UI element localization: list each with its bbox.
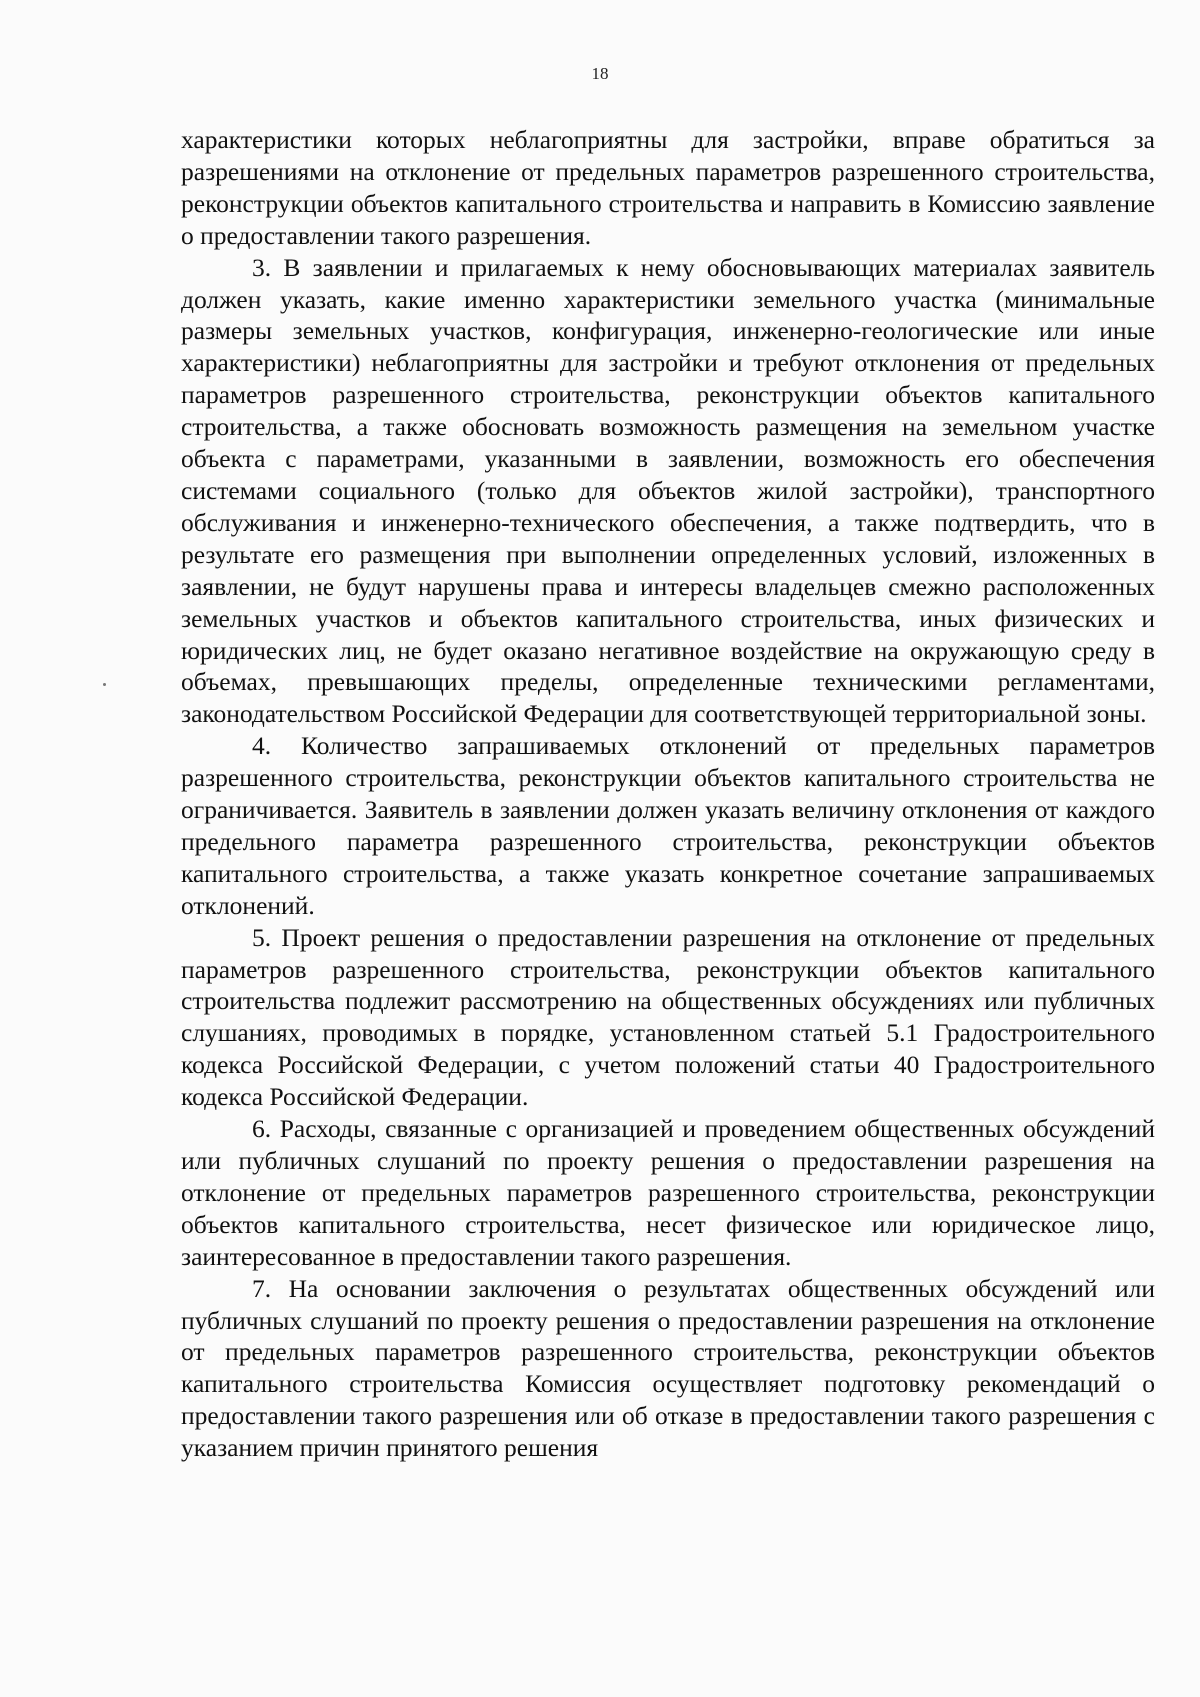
paragraph-item-7: 7. На основании заключения о результатах общественных обсуждений или публичных слушаний по проекту решения о предоставлении разрешения на отклонение от предельных параметров разрешенного строительства, реконструкции объектов капитального строительства Комиссия осуществляет подготовку рекомендаций о предоставлении такого разрешения или об отказе в предоставлении такого разрешения с указанием причин принятого решения [181, 1273, 1155, 1463]
paragraph-continuation: характеристики которых неблагоприятны для застройки, вправе обратиться за разрешениями на отклонение от предельных параметров разрешенного строительства, реконструкции объектов капитального строительства и направить в Комиссию заявление о предоставлении такого разрешения. [181, 125, 1155, 250]
paragraph-item-4: 4. Количество запрашиваемых отклонений от предельных параметров разрешенного строительства, реконструкции объектов капитального строительства не ограничивается. Заявитель в заявлении должен указать величину отклонения от каждого предельного параметра разрешенного строительства, реконструкции объектов капитального строительства, а также указать конкретное сочетание запрашиваемых отклонений. [181, 731, 1155, 920]
page-number: 18 [591, 64, 609, 83]
paragraph-item-6: 6. Расходы, связанные с организацией и проведением общественных обсуждений или публичных слушаний по проекту решения о предоставлении разрешения на отклонение от предельных параметров разрешенного строительства, реконструкции объектов капитального строительства, несет физическое или юридическое лицо, заинтересованное в предоставлении такого разрешения. [181, 1114, 1155, 1271]
paragraph-item-5: 5. Проект решения о предоставлении разрешения на отклонение от предельных параметров разрешенного строительства, реконструкции объектов капитального строительства подлежит рассмотрению на общественных обсуждениях или публичных слушаниях, проводимых в порядке, установленном статьей 5.1 Градостроительного кодекса Российской Федерации, с учетом положений статьи 40 Градостроительного кодекса Российской Федерации. [181, 922, 1155, 1112]
scan-speck [103, 683, 106, 686]
paragraph-item-3: 3. В заявлении и прилагаемых к нему обосновывающих материалах заявитель должен указать, какие именно характеристики земельного участка (минимальные размеры земельных участков, конфигурация, инженерно-геологические или иные характеристики) неблагоприятны для застройки и требуют отклонения от предельных параметров разрешенного строительства, реконструкции объектов капитального строительства, а также обосновать возможность размещения на земельном участке объекта с параметрами, указанными в заявлении, возможность его обеспечения системами социального (только для объектов жилой застройки), транспортного обслуживания и инженерно-технического обеспечения, а также подтвердить, что в результате его размещения при выполнении определенных условий, изложенных в заявлении, не будут нарушены права и интересы владельцев смежно расположенных земельных участков и объектов капитального строительства, иных физических и юридических лиц, не будет оказано негативное воздействие на окружающую среду в объемах, превышающих пределы, определенные техническими регламентами, законодательством Российской Федерации для соответствующей территориальной зоны. [181, 252, 1155, 729]
document-body [181, 124, 1155, 1464]
